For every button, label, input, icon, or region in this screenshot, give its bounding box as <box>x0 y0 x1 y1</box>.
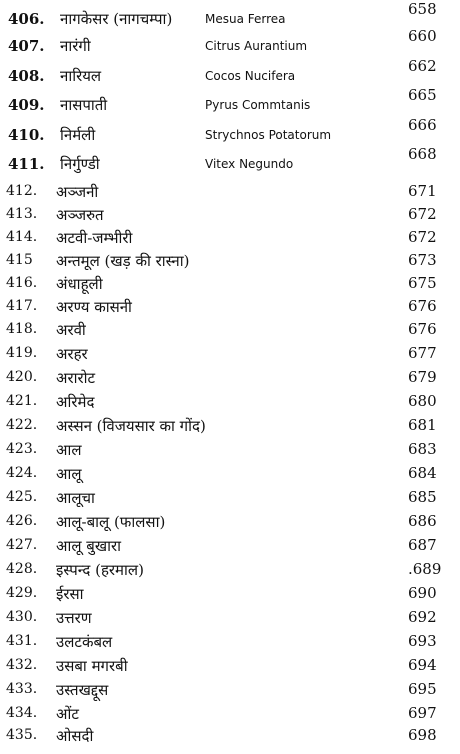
entry-number: 421. <box>6 393 38 409</box>
index-entry-411 <box>0 145 460 179</box>
index-entry-415 <box>0 249 460 273</box>
index-entry-419 <box>0 342 460 366</box>
index-entry-428 <box>0 558 460 582</box>
entry-number: 425. <box>6 489 38 505</box>
entry-number: 434. <box>6 705 38 721</box>
latin-name: Vitex Negundo <box>205 157 294 171</box>
hindi-name: इस्पन्द (हरमाल) <box>56 561 144 579</box>
hindi-name: उत्तरण <box>56 609 92 627</box>
hindi-name: नारियल <box>60 67 102 85</box>
hindi-name: अञ्जनी <box>56 183 99 201</box>
hindi-name: अंधाहूली <box>56 275 103 293</box>
page-number: 660 <box>408 27 437 45</box>
entry-number: 430. <box>6 609 38 625</box>
index-entry-409 <box>0 86 460 120</box>
latin-name: Cocos Nucifera <box>205 69 296 83</box>
page-number: 694 <box>408 656 437 674</box>
entry-number: 416. <box>6 275 38 291</box>
index-entry-412 <box>0 180 460 204</box>
page-number: 672 <box>408 228 437 246</box>
page-number: 681 <box>408 416 437 434</box>
hindi-name: नागकेसर (नागचम्पा) <box>60 10 173 28</box>
page-number: 673 <box>408 251 437 269</box>
entry-number: 420. <box>6 369 38 385</box>
page-number: 671 <box>408 182 437 200</box>
page-number: 680 <box>408 392 437 410</box>
page-number: 690 <box>408 584 437 602</box>
page-number: 668 <box>408 145 437 163</box>
index-entry-417 <box>0 295 460 319</box>
hindi-name: आलू बुखारा <box>56 537 122 555</box>
hindi-name: आल <box>56 441 82 459</box>
entry-number: 409. <box>8 96 45 114</box>
entry-number: 412. <box>6 183 38 199</box>
entry-number: 410. <box>8 126 45 144</box>
hindi-name: ओंट <box>56 705 79 723</box>
index-entry-433 <box>0 678 460 702</box>
hindi-name: आलू <box>56 465 82 483</box>
hindi-name: अस्सन (विजयसार का गोंद) <box>56 417 206 435</box>
index-entry-431 <box>0 630 460 654</box>
page-number: 676 <box>408 297 437 315</box>
index-entry-414 <box>0 226 460 250</box>
index-entry-407 <box>0 27 460 61</box>
entry-number: 418. <box>6 321 38 337</box>
index-entry-425 <box>0 486 460 510</box>
entry-number: 427. <box>6 537 38 553</box>
index-entry-423 <box>0 438 460 462</box>
hindi-name: ईरसा <box>56 585 84 603</box>
hindi-name: निर्मली <box>60 126 96 144</box>
page-number: 683 <box>408 440 437 458</box>
hindi-name: उस्तखद्दूस <box>56 681 109 699</box>
entry-number: 407. <box>8 37 45 55</box>
index-entry-421 <box>0 390 460 414</box>
hindi-name: नारंगी <box>60 37 91 55</box>
hindi-name: अटवी-जम्भीरी <box>56 229 133 247</box>
page-number: 677 <box>408 344 437 362</box>
page-number: .689 <box>408 560 442 578</box>
index-entry-420 <box>0 366 460 390</box>
entry-number: 429. <box>6 585 38 601</box>
entry-number: 431. <box>6 633 38 649</box>
page-number: 687 <box>408 536 437 554</box>
index-entry-430 <box>0 606 460 630</box>
hindi-name: अरवी <box>56 321 86 339</box>
hindi-name: अरहर <box>56 345 88 363</box>
index-entry-429 <box>0 582 460 606</box>
hindi-name: आलू-बालू (फालसा) <box>56 513 166 531</box>
hindi-name: अञ्जरुत <box>56 206 104 224</box>
hindi-name: आलूचा <box>56 489 95 507</box>
page-number: 698 <box>408 726 437 744</box>
page-number: 695 <box>408 680 437 698</box>
page-number: 684 <box>408 464 437 482</box>
entry-number: 415 <box>6 252 33 268</box>
page-number: 658 <box>408 0 437 18</box>
hindi-name: अन्तमूल (खड़ की रास्ना) <box>56 252 190 270</box>
page-number: 666 <box>408 116 437 134</box>
index-entry-424 <box>0 462 460 486</box>
entry-number: 408. <box>8 67 45 85</box>
entry-number: 432. <box>6 657 38 673</box>
index-entry-406 <box>0 0 460 34</box>
page-number: 675 <box>408 274 437 292</box>
latin-name: Citrus Aurantium <box>205 39 308 53</box>
entry-number: 435. <box>6 727 38 743</box>
entry-number: 424. <box>6 465 38 481</box>
index-entry-435 <box>0 724 460 748</box>
index-entry-427 <box>0 534 460 558</box>
page-number: 686 <box>408 512 437 530</box>
entry-number: 423. <box>6 441 38 457</box>
index-entry-418 <box>0 318 460 342</box>
index-entry-422 <box>0 414 460 438</box>
page-number: 665 <box>408 86 437 104</box>
entry-number: 433. <box>6 681 38 697</box>
entry-number: 417. <box>6 298 38 314</box>
hindi-name: अरिमेद <box>56 393 95 411</box>
hindi-name: निर्गुण्डी <box>60 155 100 173</box>
entry-number: 411. <box>8 155 45 173</box>
page-number: 672 <box>408 205 437 223</box>
index-entry-413 <box>0 203 460 227</box>
latin-name: Mesua Ferrea <box>205 12 286 26</box>
entry-number: 419. <box>6 345 38 361</box>
hindi-name: अरारोट <box>56 369 96 387</box>
entry-number: 406. <box>8 10 45 28</box>
index-entry-408 <box>0 57 460 91</box>
hindi-name: ओसदी <box>56 727 94 745</box>
latin-name: Pyrus Commtanis <box>205 98 311 112</box>
hindi-name: नासपाती <box>60 96 108 114</box>
entry-number: 426. <box>6 513 38 529</box>
entry-number: 413. <box>6 206 38 222</box>
index-entry-434 <box>0 702 460 726</box>
hindi-name: उलटकंबल <box>56 633 113 651</box>
page-number: 693 <box>408 632 437 650</box>
page-number: 692 <box>408 608 437 626</box>
entry-number: 428. <box>6 561 38 577</box>
hindi-name: उसबा मगरबी <box>56 657 128 675</box>
page-number: 697 <box>408 704 437 722</box>
index-entry-416 <box>0 272 460 296</box>
entry-number: 422. <box>6 417 38 433</box>
page-number: 662 <box>408 57 437 75</box>
page-number: 679 <box>408 368 437 386</box>
index-entry-410 <box>0 116 460 150</box>
page-number: 685 <box>408 488 437 506</box>
index-entry-432 <box>0 654 460 678</box>
hindi-name: अरण्य कासनी <box>56 298 132 316</box>
latin-name: Strychnos Potatorum <box>205 128 332 142</box>
entry-number: 414. <box>6 229 38 245</box>
index-entry-426 <box>0 510 460 534</box>
page-number: 676 <box>408 320 437 338</box>
